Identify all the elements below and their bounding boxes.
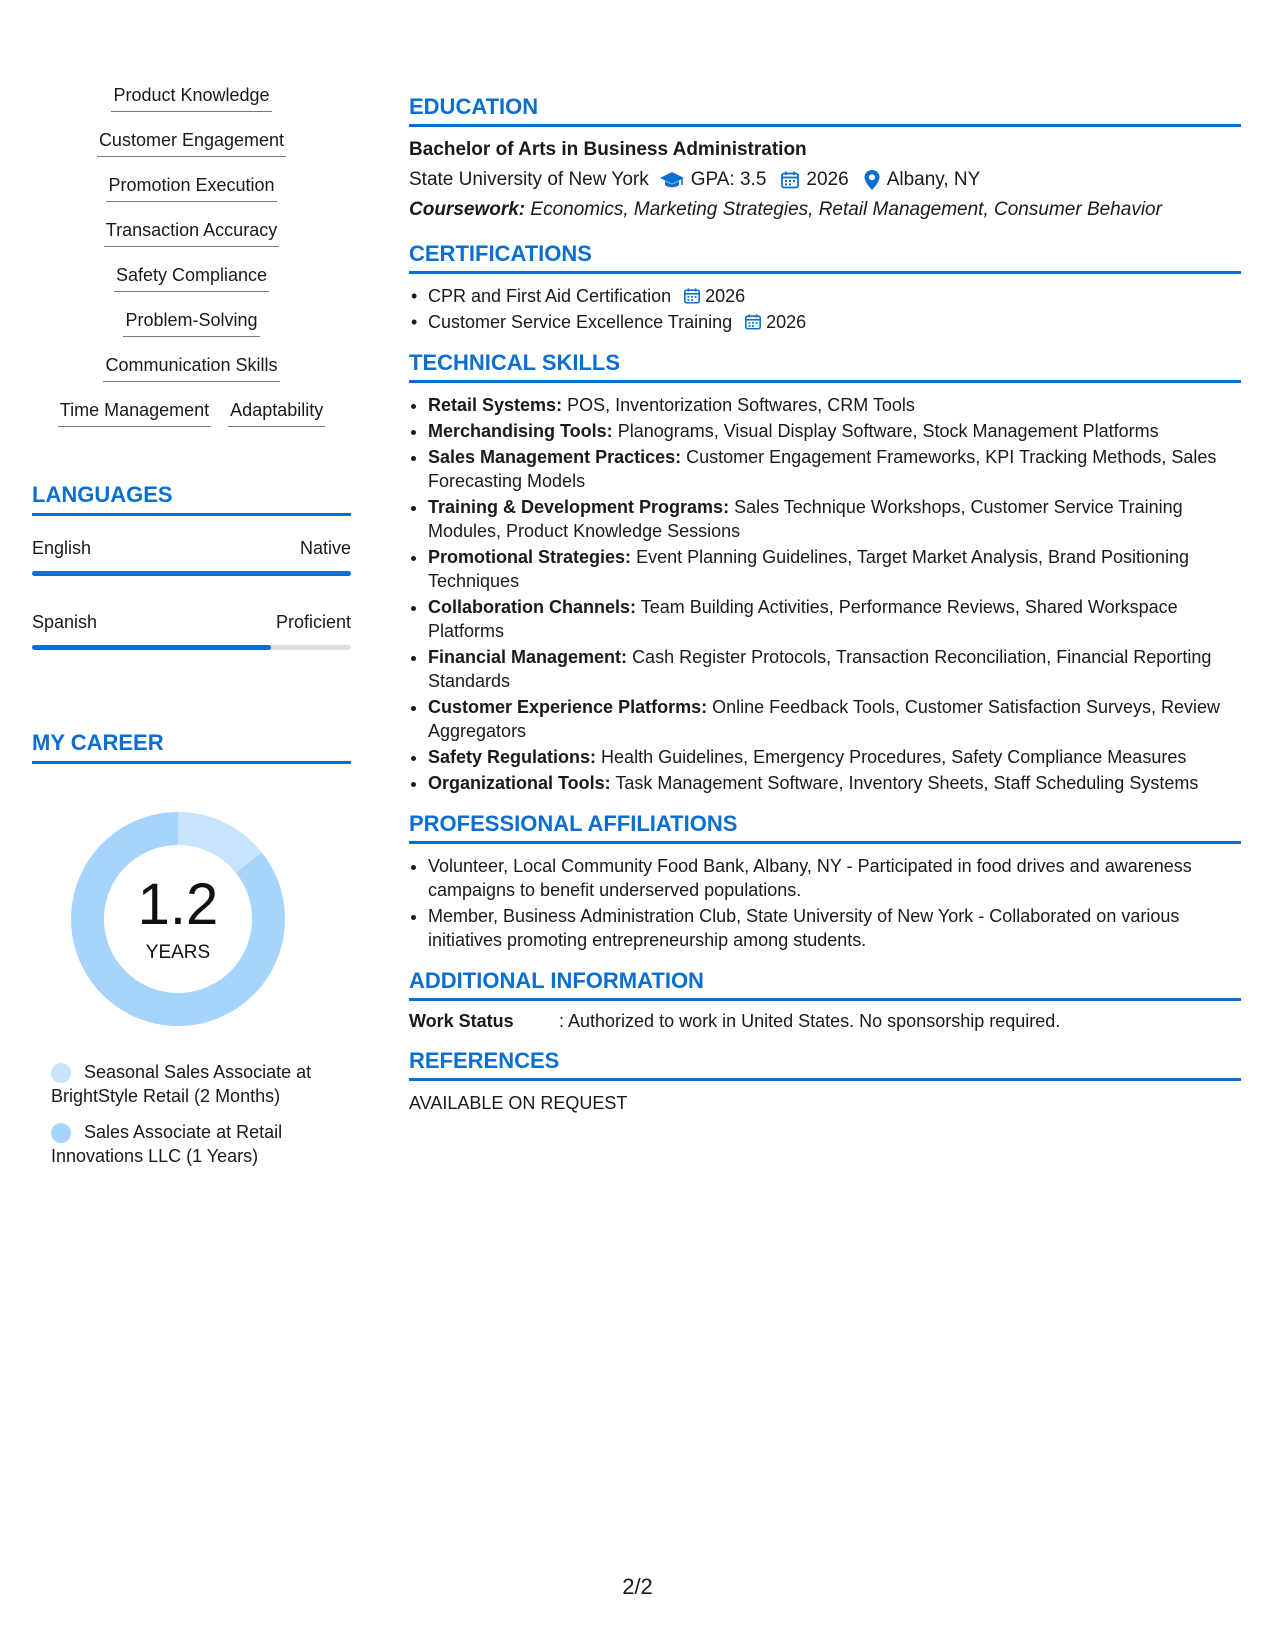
skill-category: Promotional Strategies: xyxy=(428,547,632,567)
career-heading: MY CAREER xyxy=(32,730,351,764)
language-item xyxy=(32,612,351,633)
work-status-label: Work Status xyxy=(409,1011,514,1031)
skill-category: Sales Management Practices: xyxy=(428,447,682,467)
school-location: Albany, NY xyxy=(886,169,981,190)
page-number: 2/2 xyxy=(622,1574,653,1599)
skill-tag: Transaction Accuracy xyxy=(104,219,279,247)
graduation-cap-icon xyxy=(659,170,685,190)
certification-year: 2026 xyxy=(705,286,746,306)
language-level: Native xyxy=(299,538,351,558)
skill-tag: Communication Skills xyxy=(103,354,279,382)
technical-skills-section xyxy=(409,350,1241,795)
certification-item xyxy=(428,284,1241,308)
gpa: GPA: 3.5 xyxy=(690,169,767,190)
work-status-value: : Authorized to work in United States. No sponsorship required. xyxy=(559,1011,1061,1031)
skill-details: POS, Inventorization Softwares, CRM Tools xyxy=(567,395,915,415)
calendar-icon xyxy=(780,170,800,190)
technical-skill-item xyxy=(428,645,1241,693)
legend-label: Seasonal Sales Associate at BrightStyle Retail (2 Months) xyxy=(51,1062,312,1106)
technical-skill-item xyxy=(428,695,1241,743)
degree-title: Bachelor of Arts in Business Administration xyxy=(409,139,807,160)
affiliations-list xyxy=(409,854,1241,952)
skill-tag: Promotion Execution xyxy=(106,174,276,202)
graduation-year: 2026 xyxy=(806,169,849,190)
language-item xyxy=(32,538,351,559)
legend-item xyxy=(51,1120,351,1168)
technical-skills-heading: TECHNICAL SKILLS xyxy=(409,350,1241,383)
language-name: English xyxy=(32,538,92,558)
language-proficiency-fill xyxy=(32,645,271,650)
calendar-icon xyxy=(683,287,701,305)
work-status-row xyxy=(409,1011,1241,1032)
certifications-heading: CERTIFICATIONS xyxy=(409,241,1241,274)
affiliation-item: • Volunteer, Local Community Food Bank, Albany, NY - Participated in food drives and awareness campaigns to benefit underserved populations. xyxy=(428,854,1241,902)
skill-category: Training & Development Programs: xyxy=(428,497,730,517)
skill-tag: Adaptability xyxy=(228,399,325,427)
legend-dot xyxy=(51,1123,71,1143)
skill-details: Health Guidelines, Emergency Procedures, Safety Compliance Measures xyxy=(601,747,1187,767)
calendar-icon xyxy=(744,313,762,331)
languages-heading: LANGUAGES xyxy=(32,482,351,516)
technical-skill-item xyxy=(428,771,1241,795)
technical-skill-item xyxy=(428,545,1241,593)
skill-details: Task Management Software, Inventory Sheets, Staff Scheduling Systems xyxy=(615,773,1199,793)
skill-details: Online Feedback Tools, Customer Satisfaction Surveys, Review Aggregators xyxy=(428,697,1221,741)
language-proficiency-bar xyxy=(32,645,351,650)
certifications-section xyxy=(409,241,1241,334)
skill-details: Event Planning Guidelines, Target Market Analysis, Brand Positioning Techniques xyxy=(428,547,1190,591)
legend-label: Sales Associate at Retail Innovations LLC (1 Years) xyxy=(51,1122,283,1166)
right-column xyxy=(409,94,1241,1128)
legend-dot xyxy=(51,1063,71,1083)
skill-category: Financial Management: xyxy=(428,647,628,667)
technical-skill-item xyxy=(428,393,1241,417)
skill-tag: Problem-Solving xyxy=(123,309,259,337)
education-heading: EDUCATION xyxy=(409,94,1241,127)
skill-category: Organizational Tools: xyxy=(428,773,611,793)
certification-year: 2026 xyxy=(766,312,807,332)
skill-tag: Product Knowledge xyxy=(111,84,271,112)
career-total: 1.2 xyxy=(137,872,219,937)
languages-list xyxy=(32,538,351,650)
references-heading: REFERENCES xyxy=(409,1048,1241,1081)
technical-skill-item xyxy=(428,595,1241,643)
additional-info-section xyxy=(409,968,1241,1032)
language-level: Proficient xyxy=(275,612,351,632)
career-donut-chart xyxy=(65,806,291,1032)
skill-details: Cash Register Protocols, Transaction Reconciliation, Financial Reporting Standards xyxy=(428,647,1212,691)
career-legend xyxy=(32,1060,351,1168)
skills-list xyxy=(32,84,351,444)
skill-category: Collaboration Channels: xyxy=(428,597,637,617)
certification-item xyxy=(428,310,1241,334)
skill-details: Planograms, Visual Display Software, Stock Management Platforms xyxy=(617,421,1159,441)
technical-skill-item xyxy=(428,419,1241,443)
coursework-list: Economics, Marketing Strategies, Retail Management, Consumer Behavior xyxy=(530,199,1162,220)
certification-name: • CPR and First Aid Certification xyxy=(428,286,672,306)
map-pin-icon xyxy=(863,169,881,191)
additional-info-heading: ADDITIONAL INFORMATION xyxy=(409,968,1241,1001)
technical-skill-item xyxy=(428,495,1241,543)
career-unit: YEARS xyxy=(145,942,211,963)
education-details xyxy=(409,169,1241,191)
skill-category: Customer Experience Platforms: xyxy=(428,697,708,717)
certifications-list xyxy=(409,284,1241,334)
technical-skill-item xyxy=(428,745,1241,769)
technical-skill-item xyxy=(428,445,1241,493)
skill-category: Merchandising Tools: xyxy=(428,421,613,441)
coursework xyxy=(409,199,1241,221)
language-proficiency-fill xyxy=(32,571,351,576)
legend-item xyxy=(51,1060,351,1108)
skill-tag: Customer Engagement xyxy=(97,129,286,157)
skill-details: Team Building Activities, Performance Reviews, Shared Workspace Platforms xyxy=(428,597,1178,641)
skill-category: Safety Regulations: xyxy=(428,747,597,767)
education-section xyxy=(409,94,1241,221)
left-column xyxy=(32,84,351,1180)
skill-details: Customer Engagement Frameworks, KPI Tracking Methods, Sales Forecasting Models xyxy=(428,447,1217,491)
language-name: Spanish xyxy=(32,612,98,632)
affiliations-heading: PROFESSIONAL AFFILIATIONS xyxy=(409,811,1241,844)
technical-skills-list xyxy=(409,393,1241,795)
affiliation-item: • Member, Business Administration Club, State University of New York - Collaborated on various initiatives promoting entrepreneurship among students. xyxy=(428,904,1241,952)
certification-name: • Customer Service Excellence Training xyxy=(428,312,733,332)
affiliations-section xyxy=(409,811,1241,952)
references-text: AVAILABLE ON REQUEST xyxy=(409,1093,628,1113)
skill-tag: Time Management xyxy=(58,399,211,427)
skill-tag: Safety Compliance xyxy=(114,264,269,292)
skill-details: Sales Technique Workshops, Customer Service Training Modules, Product Knowledge Sessions xyxy=(428,497,1183,541)
references-section xyxy=(409,1048,1241,1114)
skill-category: Retail Systems: xyxy=(428,395,563,415)
coursework-label: Coursework: xyxy=(409,199,526,220)
school-name: State University of New York xyxy=(409,169,649,190)
language-proficiency-bar xyxy=(32,571,351,576)
